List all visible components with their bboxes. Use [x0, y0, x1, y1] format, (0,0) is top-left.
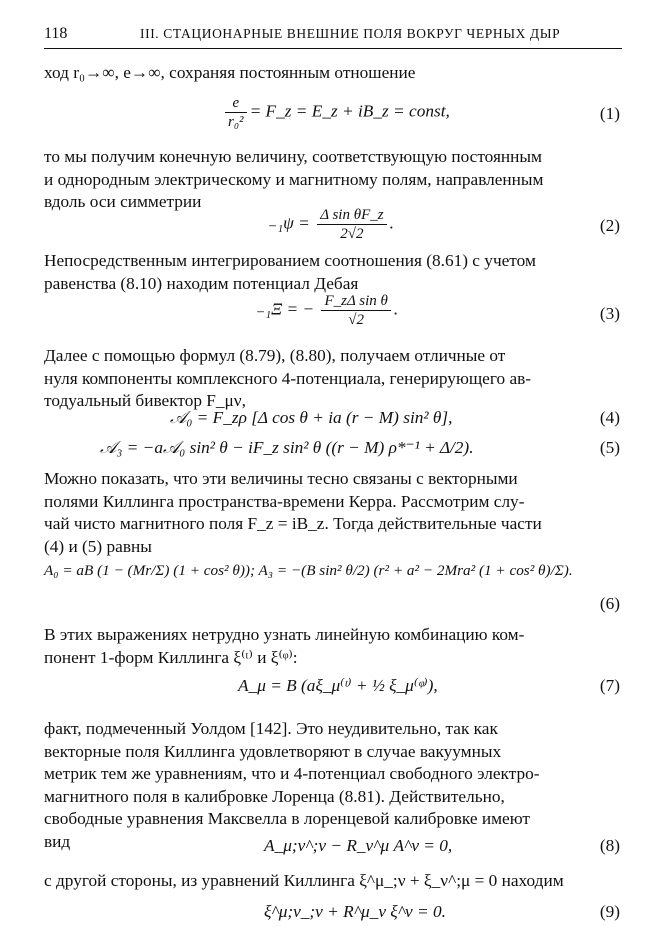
paragraph-6 — [44, 624, 622, 669]
running-title: III. СТАЦИОНАРНЫЕ ВНЕШНИЕ ПОЛЯ ВОКРУГ ЧЕРНЫХ ДЫР — [140, 26, 561, 41]
text-line: тодуальный бивектор F_μν, — [44, 391, 246, 410]
equation-4 — [0, 408, 666, 438]
equation-9-number: (9) — [599, 902, 620, 921]
text-line: то мы получим конечную величину, соответствующую постоянным — [44, 147, 542, 166]
equation-8-number: (8) — [599, 836, 620, 855]
equation-1-rest: = F_z = E_z + iB_z = const, — [249, 101, 450, 121]
paragraph-5 — [44, 468, 622, 558]
text-line: полями Киллинга пространства-времени Керра. Рассмотрим слу- — [44, 491, 525, 511]
equation-3-denominator: √2 — [348, 312, 365, 328]
equation-1-number: (1) — [599, 104, 620, 123]
paragraph-4 — [44, 345, 622, 413]
equation-7 — [0, 676, 666, 706]
text-line: чай чисто магнитного поля F_z = iB_z. Тогда действительные части — [44, 514, 542, 533]
text-line: равенства (8.10) находим потенциал Дебая — [44, 273, 359, 293]
equation-9 — [0, 902, 666, 932]
equation-4-body: 𝒜₀ = F_zρ [Δ cos θ + ia (r − M) sin² θ], — [170, 408, 453, 427]
text-line: В этих выражениях нетрудно узнать линейную комбинацию ком- — [44, 625, 525, 644]
text-line: метрик тем же уравнениям, что и 4-потенциал свободного электро- — [44, 764, 540, 783]
text-line: нуля компоненты комплексного 4-потенциала, генерирующего ав- — [44, 368, 532, 388]
equation-9-body: ξ^μ;ν_;ν + R^μ_ν ξ^ν = 0. — [264, 902, 446, 921]
text-line: (4) и (5) равны — [44, 536, 152, 556]
equation-3-body — [256, 292, 398, 329]
equation-2 — [0, 206, 666, 242]
equation-2-lhs: ₋₁ψ = — [268, 213, 310, 233]
equation-5-number: (5) — [599, 438, 620, 457]
paragraph-1 — [44, 62, 622, 85]
equation-3-numerator: F_zΔ sin θ — [321, 292, 390, 311]
paragraph-3 — [44, 250, 622, 295]
text-line: Далее с помощью формул (8.79), (8.80), получаем отличные от — [44, 346, 506, 365]
equation-6 — [0, 562, 666, 618]
equation-5-body: 𝒜₃ = −a𝒜₀ sin² θ − iF_z sin² θ ((r − M) ρ*⁻¹ + Δ/2). — [100, 438, 474, 457]
equation-4-number: (4) — [599, 408, 620, 427]
equation-7-number: (7) — [599, 676, 620, 695]
equation-3-number: (3) — [599, 304, 620, 323]
equation-1-denominator: r₀² — [228, 114, 244, 130]
paragraph-2 — [44, 146, 622, 214]
equation-5 — [0, 438, 666, 468]
equation-2-tail: . — [389, 213, 394, 233]
text-line: магнитного поля в калибровке Лоренца (8.81). Действительно, — [44, 786, 505, 806]
text-line: вдоль оси симметрии — [44, 192, 202, 211]
equation-1 — [0, 94, 666, 130]
text-line: с другой стороны, из уравнений Киллинга ξ^μ_;ν + ξ_ν^;μ = 0 находим — [44, 871, 564, 890]
text-line: факт, подмеченный Уолдом [142]. Это неудивительно, так как — [44, 719, 498, 738]
equation-3-tail: . — [393, 299, 399, 319]
equation-6-body: A₀ = aB (1 − (Mr/Σ) (1 + cos² θ)); A₃ = −(B sin² θ/2) (r² + a² − 2Mra² (1 + cos² θ)/Σ). — [44, 562, 573, 579]
equation-2-body — [268, 206, 394, 243]
equation-1-numerator: e — [225, 94, 247, 113]
equation-2-fraction — [317, 206, 386, 243]
page-number: 118 — [44, 25, 68, 42]
text-line: Можно показать, что эти величины тесно связаны с векторными — [44, 469, 518, 488]
equation-2-numerator: Δ sin θF_z — [317, 206, 386, 225]
equation-6-number: (6) — [599, 594, 620, 613]
equation-3-fraction — [321, 292, 390, 329]
text-line: свободные уравнения Максвелла в лоренцевой калибровке имеют — [44, 809, 530, 828]
equation-8 — [0, 836, 666, 866]
text-line: ход r₀→∞, e→∞, сохраняя постоянным отношение — [44, 63, 416, 82]
text-line: Непосредственным интегрированием соотношения (8.61) с учетом — [44, 251, 536, 270]
equation-8-body: A_μ;ν^;ν − R_ν^μ A^ν = 0, — [264, 836, 453, 855]
equation-3-lhs: ₋₁Ξ = − — [256, 299, 315, 319]
paragraph-7 — [44, 718, 622, 853]
equation-7-body: A_μ = B (aξ_μ⁽ᵗ⁾ + ½ ξ_μ⁽ᵠ⁾), — [238, 676, 438, 695]
text-line: вид — [44, 831, 71, 851]
text-line: понент 1-форм Киллинга ξ⁽ᵗ⁾ и ξ⁽ᵠ⁾: — [44, 647, 298, 667]
equation-1-body — [222, 94, 450, 131]
page-header — [44, 22, 622, 49]
equation-1-fraction — [225, 94, 247, 131]
equation-3 — [0, 292, 666, 328]
text-line: и однородным электрическому и магнитному полям, направленным — [44, 169, 544, 189]
equation-2-denominator: 2√2 — [340, 226, 364, 242]
paragraph-8 — [44, 870, 622, 893]
text-line: векторные поля Киллинга удовлетворяют в случае вакуумных — [44, 741, 502, 761]
equation-2-number: (2) — [599, 216, 620, 235]
